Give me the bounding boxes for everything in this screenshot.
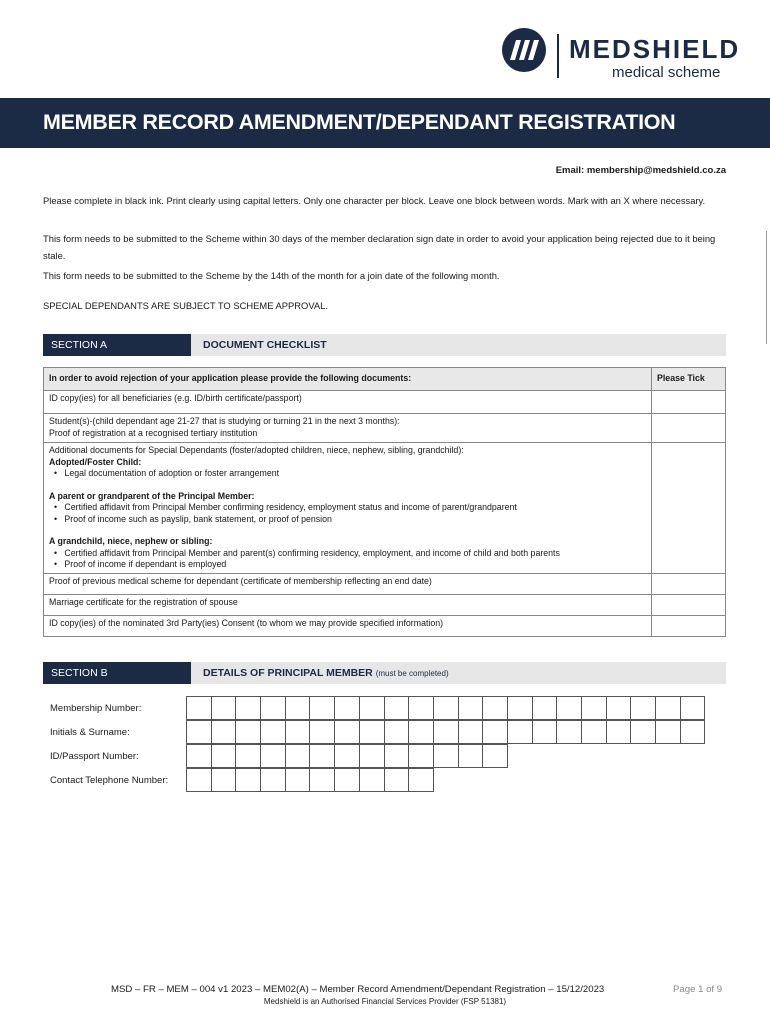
section-b-label: SECTION B — [43, 662, 191, 684]
special-intro: Additional documents for Special Dependants (foster/adopted children, niece, nephew, sibling, grandchild): — [49, 445, 464, 455]
page-edge-line — [766, 231, 767, 344]
character-block[interactable] — [260, 744, 286, 768]
character-block[interactable] — [309, 696, 335, 720]
contact-telephone-field[interactable] — [187, 768, 434, 792]
character-block[interactable] — [433, 744, 459, 768]
character-block[interactable] — [186, 696, 212, 720]
tick-box-marriage[interactable] — [652, 594, 726, 615]
character-block[interactable] — [235, 744, 261, 768]
character-block[interactable] — [235, 768, 261, 792]
character-block[interactable] — [458, 720, 484, 744]
parent-heading: A parent or grandparent of the Principal Member: — [49, 490, 255, 501]
instruction-14th: This form needs to be submitted to the Scheme by the 14th of the month for a join date of the following month. — [43, 270, 500, 281]
character-block[interactable] — [186, 768, 212, 792]
page-title: MEMBER RECORD AMENDMENT/DEPENDANT REGISTRATION — [43, 110, 676, 134]
character-block[interactable] — [532, 720, 558, 744]
checklist-row — [44, 443, 726, 574]
character-block[interactable] — [680, 696, 706, 720]
checklist-row — [44, 391, 726, 414]
character-block[interactable] — [309, 720, 335, 744]
character-block[interactable] — [630, 696, 656, 720]
character-block[interactable] — [384, 744, 410, 768]
character-block[interactable] — [384, 768, 410, 792]
initials-surname-field[interactable] — [187, 720, 705, 744]
character-block[interactable] — [334, 696, 360, 720]
character-block[interactable] — [556, 720, 582, 744]
checklist-item-third-party: ID copy(ies) of the nominated 3rd Party(ies) Consent (to whom we may provide specified information) — [44, 615, 652, 636]
character-block[interactable] — [458, 744, 484, 768]
checklist-item-students — [44, 414, 652, 443]
character-block[interactable] — [408, 744, 434, 768]
checklist-row — [44, 594, 726, 615]
id-passport-field[interactable] — [187, 744, 508, 768]
character-block[interactable] — [260, 696, 286, 720]
character-block[interactable] — [285, 768, 311, 792]
character-block[interactable] — [408, 768, 434, 792]
character-block[interactable] — [655, 696, 681, 720]
instruction-ink: Please complete in black ink. Print clearly using capital letters. Only one character per block. Leave one block between words. Mark with an X where necessary. — [43, 195, 706, 206]
grandchild-heading: A grandchild, niece, nephew or sibling: — [49, 536, 213, 546]
character-block[interactable] — [482, 720, 508, 744]
character-block[interactable] — [309, 744, 335, 768]
instruction-special-dependants: SPECIAL DEPENDANTS ARE SUBJECT TO SCHEME APPROVAL. — [43, 300, 328, 311]
character-block[interactable] — [606, 696, 632, 720]
list-item: • Certified affidavit from Principal Member and parent(s) confirming residency, employment, and income of child and both parents — [54, 547, 560, 558]
adopted-heading: Adopted/Foster Child: — [49, 456, 142, 467]
character-block[interactable] — [186, 744, 212, 768]
character-block[interactable] — [384, 696, 410, 720]
character-block[interactable] — [581, 720, 607, 744]
character-block[interactable] — [482, 744, 508, 768]
character-block[interactable] — [211, 744, 237, 768]
character-block[interactable] — [211, 768, 237, 792]
document-checklist-table — [43, 367, 726, 637]
tick-box-third-party[interactable] — [652, 615, 726, 636]
initials-surname-label: Initials & Surname: — [50, 727, 130, 738]
list-item: • Proof of income if dependant is employed — [54, 559, 227, 569]
section-b-header — [43, 662, 726, 684]
character-block[interactable] — [334, 768, 360, 792]
character-block[interactable] — [507, 720, 533, 744]
character-block[interactable] — [581, 696, 607, 720]
tick-box-previous-scheme[interactable] — [652, 573, 726, 594]
tick-box-id-copies[interactable] — [652, 391, 726, 414]
membership-number-label: Membership Number: — [50, 703, 142, 714]
brand-name: MEDSHIELD — [569, 34, 741, 64]
page-number: Page 1 of 9 — [673, 984, 723, 995]
character-block[interactable] — [285, 720, 311, 744]
tick-box-students[interactable] — [652, 414, 726, 443]
character-block[interactable] — [408, 720, 434, 744]
character-block[interactable] — [186, 720, 212, 744]
section-a-label: SECTION A — [43, 334, 191, 356]
character-block[interactable] — [408, 696, 434, 720]
character-block[interactable] — [630, 720, 656, 744]
checklist-row — [44, 615, 726, 636]
checklist-item-previous-scheme: Proof of previous medical scheme for dependant (certificate of membership reflecting an end date) — [44, 573, 652, 594]
checklist-header-text: In order to avoid rejection of your application please provide the following documents: — [44, 368, 652, 391]
character-block[interactable] — [285, 696, 311, 720]
section-a-header — [43, 334, 726, 356]
checklist-item-id-copies: ID copy(ies) for all beneficiaries (e.g. ID/birth certificate/passport) — [44, 391, 652, 414]
checklist-item-marriage: Marriage certificate for the registration of spouse — [44, 594, 652, 615]
character-block[interactable] — [334, 744, 360, 768]
character-block[interactable] — [309, 768, 335, 792]
character-block[interactable] — [458, 696, 484, 720]
character-block[interactable] — [334, 720, 360, 744]
form-reference: MSD – FR – MEM – 004 v1 2023 – MEM02(A) – Member Record Amendment/Dependant Registration – 15/12/2023 — [111, 984, 605, 995]
character-block[interactable] — [211, 720, 237, 744]
contact-email: Email: membership@medshield.co.za — [555, 165, 726, 176]
checklist-header-row — [44, 368, 726, 391]
list-item: • Certified affidavit from Principal Member confirming residency, employment status and income of parent/grandparent — [54, 502, 517, 512]
list-item: • Legal documentation of adoption or foster arrangement — [54, 468, 280, 478]
checklist-row — [44, 414, 726, 443]
checklist-item-special-dependants — [44, 443, 652, 574]
character-block[interactable] — [359, 744, 385, 768]
character-block[interactable] — [235, 720, 261, 744]
list-item: • Proof of income such as payslip, bank statement, or proof of pension — [54, 513, 332, 524]
character-block[interactable] — [235, 696, 261, 720]
section-a-title: DOCUMENT CHECKLIST — [203, 339, 327, 351]
character-block[interactable] — [532, 696, 558, 720]
character-block[interactable] — [556, 696, 582, 720]
character-block[interactable] — [655, 720, 681, 744]
students-line-1: Student(s)-(child dependant age 21-27 that is studying or turning 21 in the next 3 months): — [49, 416, 400, 426]
character-block[interactable] — [260, 768, 286, 792]
instruction-30-days: This form needs to be submitted to the Scheme within 30 days of the member declaration sign date in order to avoid your application being rejected due to it being stale. — [43, 233, 716, 261]
character-block[interactable] — [433, 720, 459, 744]
character-block[interactable] — [359, 720, 385, 744]
id-passport-label: ID/Passport Number: — [50, 751, 139, 762]
character-block[interactable] — [384, 720, 410, 744]
character-block[interactable] — [211, 696, 237, 720]
checklist-row — [44, 573, 726, 594]
checklist-header-tick: Please Tick — [652, 368, 726, 391]
section-b-note: (must be completed) — [375, 669, 449, 678]
fsp-note: Medshield is an Authorised Financial Services Provider (FSP 51381) — [263, 997, 507, 1006]
character-block[interactable] — [359, 696, 385, 720]
character-block[interactable] — [433, 696, 459, 720]
character-block[interactable] — [260, 720, 286, 744]
section-b-title: DETAILS OF PRINCIPAL MEMBER (must be completed) — [203, 667, 449, 679]
tick-box-special-dependants[interactable] — [652, 443, 726, 574]
character-block[interactable] — [359, 768, 385, 792]
character-block[interactable] — [507, 696, 533, 720]
students-line-2: Proof of registration at a recognised tertiary institution — [49, 427, 258, 438]
character-block[interactable] — [606, 720, 632, 744]
character-block[interactable] — [482, 696, 508, 720]
character-block[interactable] — [285, 744, 311, 768]
membership-number-field[interactable] — [187, 696, 705, 720]
brand-subtitle: medical scheme — [612, 64, 721, 81]
contact-telephone-label: Contact Telephone Number: — [50, 775, 169, 786]
character-block[interactable] — [680, 720, 706, 744]
